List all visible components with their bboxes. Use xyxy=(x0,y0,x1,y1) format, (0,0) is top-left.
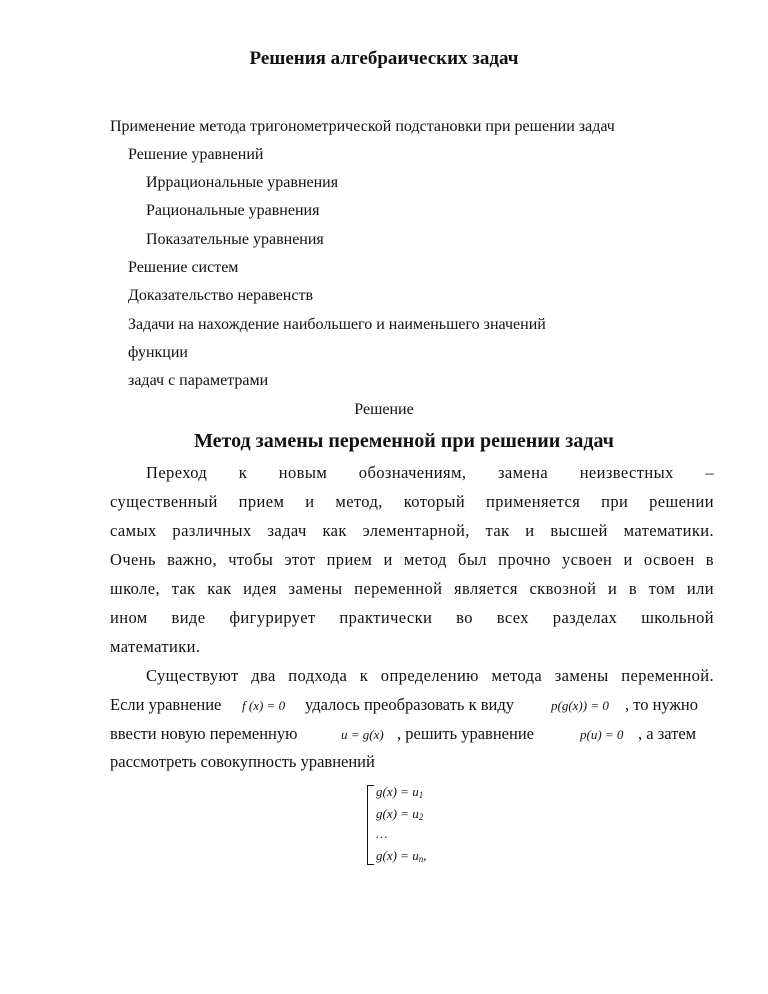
toc-item-parameters[interactable]: задач с параметрами xyxy=(128,372,269,389)
system-row xyxy=(376,784,423,800)
system-lhs: g(x) = u xyxy=(376,784,419,799)
toc-item-systems[interactable]: Решение систем xyxy=(128,259,239,276)
text-fragment: , а затем xyxy=(638,724,697,743)
toc-item-rational-equations[interactable]: Рациональные уравнения xyxy=(146,202,320,219)
text-fragment: , решить уравнение xyxy=(397,724,534,743)
paragraph-line: рассмотреть совокупность уравнений xyxy=(110,752,375,771)
toc-item-exponential-equations[interactable]: Показательные уравнения xyxy=(146,231,324,248)
system-row xyxy=(376,848,426,864)
paragraph-line: самых различных задач как элементарной, так и высшей математики. xyxy=(110,521,714,540)
system-row xyxy=(376,806,423,822)
paragraph-line xyxy=(110,695,221,715)
square-bracket xyxy=(367,785,374,865)
formula-f-of-x: f (x) = 0 xyxy=(242,698,286,713)
system-row xyxy=(376,826,388,842)
formula-p-of-g: p(g(x)) = 0 xyxy=(551,698,609,713)
toc-item-extrema-continued[interactable]: функции xyxy=(128,344,188,361)
toc-item-irrational-equations[interactable]: Иррациональные уравнения xyxy=(146,174,339,191)
text-fragment: ввести новую переменную xyxy=(110,724,298,743)
paragraph-line: Существуют два подхода к определению метода замены переменной. xyxy=(146,666,714,685)
paragraph-line: Переход к новым обозначениям, замена неизвестных – xyxy=(146,463,714,482)
page-title: Решения алгебраических задач xyxy=(249,48,519,69)
toc-item-trig-substitution[interactable]: Применение метода тригонометрической подстановки при решении задач xyxy=(110,118,615,135)
system-subscript: n xyxy=(418,854,424,864)
paragraph-line: ином виде фигурирует практически во всех разделах школьной xyxy=(110,608,714,627)
paragraph-line: Очень важно, чтобы этот прием и метод был прочно усвоен и освоен в xyxy=(110,550,714,569)
equation-system xyxy=(367,782,477,866)
system-subscript: 1 xyxy=(418,790,424,800)
paragraph-line: математики. xyxy=(110,637,201,656)
toc-item-extrema[interactable]: Задачи на нахождение наибольшего и наименьшего значений xyxy=(128,316,546,333)
text-fragment: , то нужно xyxy=(625,695,698,714)
formula-p-of-u: p(u) = 0 xyxy=(580,727,624,742)
system-lhs: … xyxy=(376,826,388,841)
paragraph-line: существенный прием и метод, который применяется при решении xyxy=(110,492,714,511)
toc-item-inequalities[interactable]: Доказательство неравенств xyxy=(128,287,314,304)
system-lhs: g(x) = u xyxy=(376,848,419,863)
toc-item-equations[interactable]: Решение уравнений xyxy=(128,146,264,163)
section-heading: Метод замены переменной при решении задач xyxy=(194,430,614,452)
system-subscript: 2 xyxy=(418,812,424,822)
system-lhs: g(x) = u xyxy=(376,806,419,821)
paragraph-line: школе, так как идея замены переменной является сквозной и в том или xyxy=(110,579,714,598)
formula-u-equals-g: u = g(x) xyxy=(341,727,384,742)
system-tail: , xyxy=(423,848,427,863)
text-fragment: Если уравнение xyxy=(110,695,222,714)
solution-label: Решение xyxy=(354,401,414,418)
text-fragment: удалось преобразовать к виду xyxy=(305,695,514,714)
